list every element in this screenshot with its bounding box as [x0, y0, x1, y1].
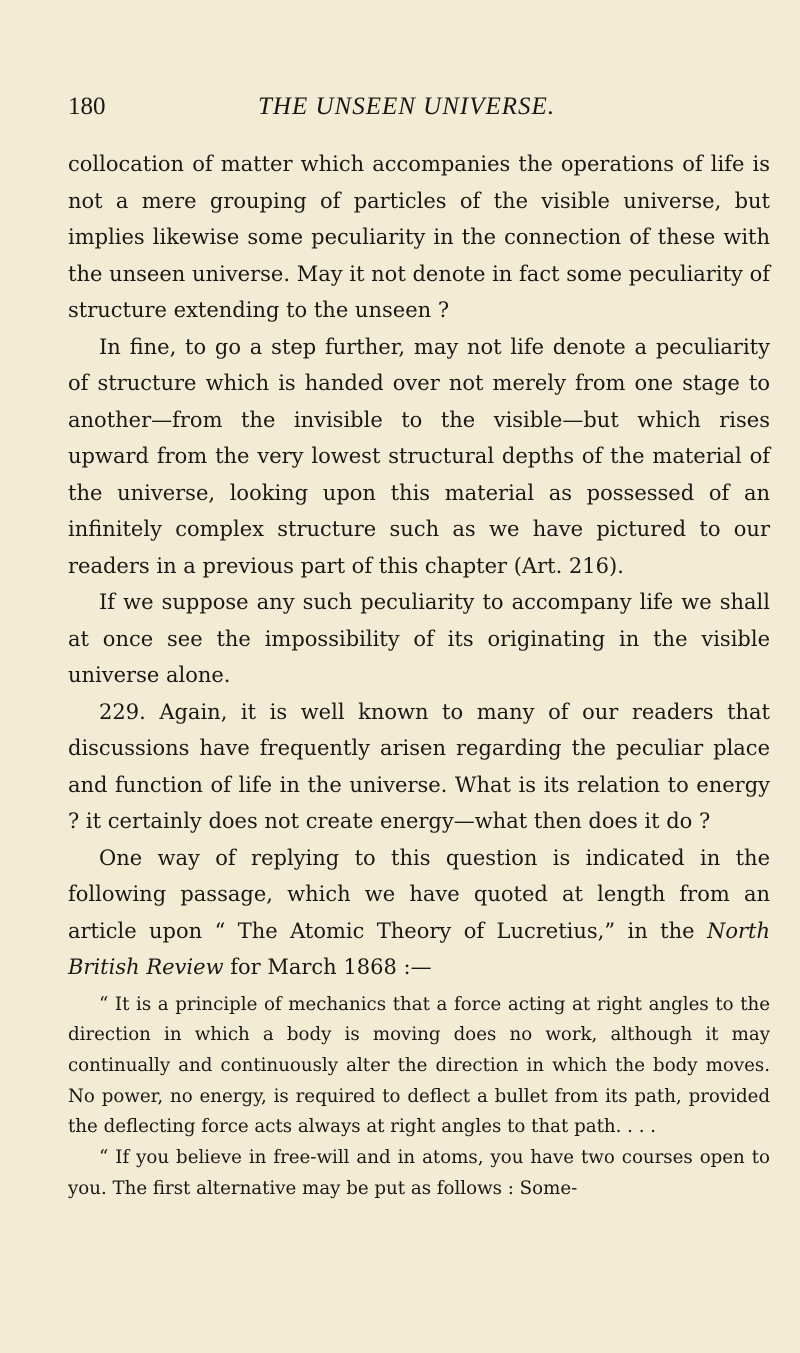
paragraph-one-way-end: for March 1868 :—: [230, 955, 432, 979]
running-title: THE UNSEEN UNIVERSE.: [258, 93, 556, 120]
page-number: 180: [68, 93, 106, 120]
paragraph-continued: collocation of matter which accompanies the operations of life is not a mere grouping of particles of the visible universe, but implies likewise some peculiarity in the connection of these with the unseen universe. May it not denote in fact some peculiarity of structure extending to the unseen ?: [68, 152, 770, 322]
block-quotation: [68, 990, 770, 1205]
paragraph-one-way-text: One way of replying to this question is indicated in the following passage, which we have quoted at length from an article upon “ The Atomic Theory of Lucretius,” in the: [68, 845, 770, 943]
paragraph-if-we-suppose: If we suppose any such peculiarity to accompany life we shall at once see the impossibility of its originating in the visible universe alone.: [68, 590, 770, 687]
body-text: [68, 146, 770, 1204]
quote-paragraph-free-will: “ If you believe in free-will and in atoms, you have two courses open to you. The first alternative may be put as follows : Some-: [68, 1147, 770, 1199]
paragraph-in-fine: In fine, to go a step further, may not life denote a peculiarity of structure which is handed over not merely from one stage to another—from the invisible to the visible—but which rises upward from the very lowest structural depths of the material of the universe, looking upon this material as possessed of an infinitely complex structure such as we have pictured to our readers in a previous part of this chapter (Art. 216).: [68, 334, 770, 578]
review-title: North British Review: [68, 918, 770, 979]
running-head: [68, 93, 770, 127]
quote-paragraph-mechanics: “ It is a principle of mechanics that a force acting at right angles to the direction in which a body is moving does no work, although it may continually and continuously alter the direction in which the body moves. No power, no energy, is required to deflect a bullet from its path, provided the deflecting force acts always at right angles to that path. . . .: [68, 993, 770, 1138]
paragraph-article-229: 229. Again, it is well known to many of our readers that discussions have frequently arisen regarding the peculiar place and function of life in the universe. What is its relation to energy ? it certainly does not create energy—what then does it do ?: [68, 699, 770, 833]
paragraph-one-way: [68, 840, 770, 986]
